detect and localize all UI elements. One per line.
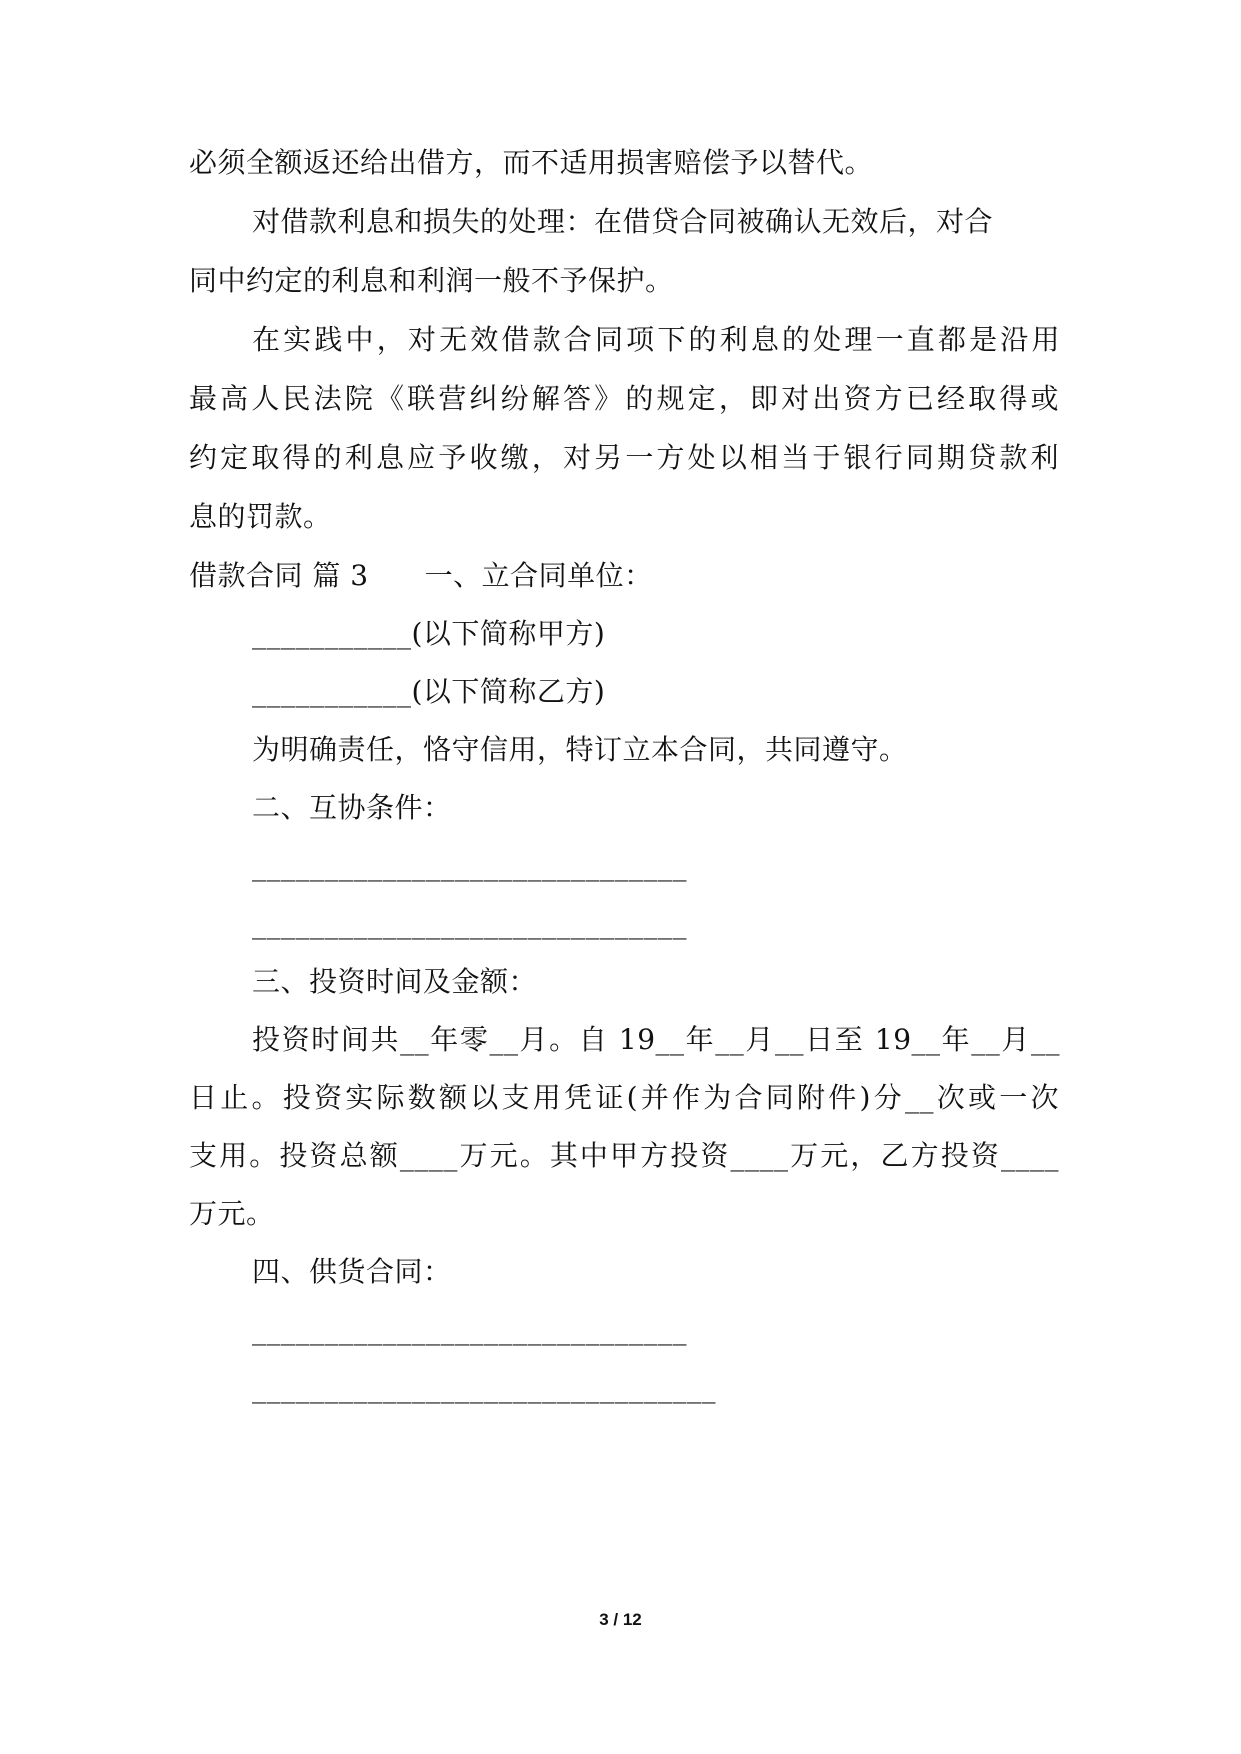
party-b-blank-line: ___________(以下简称乙方)	[252, 675, 606, 708]
clause-heading: 三、投资时间及金额：	[252, 965, 538, 998]
paragraph-line: 息的罚款。	[189, 500, 332, 533]
party-a-blank-line: ___________(以下简称甲方)	[252, 617, 606, 650]
paragraph-line: 投资时间共__年零__月。自 19__年__月__日至 19__年__月__	[252, 1023, 1060, 1056]
paragraph-line: 必须全额返还给出借方，而不适用损害赔偿予以替代。	[189, 146, 874, 179]
blank-line: ______________________________	[252, 907, 687, 940]
paragraph-line: 万元。	[189, 1197, 275, 1230]
page-number: 3 / 12	[599, 1610, 642, 1629]
paragraph-line: 同中约定的利息和利润一般不予保护。	[189, 264, 674, 297]
paragraph-line: 支用。投资总额____万元。其中甲方投资____万元，乙方投资____	[189, 1139, 1059, 1172]
section-title: 借款合同 篇 3	[189, 559, 369, 592]
blank-line: ______________________________	[252, 849, 687, 882]
blank-line: ________________________________	[252, 1371, 716, 1404]
paragraph-line: 对借款利息和损失的处理：在借贷合同被确认无效后，对合	[252, 205, 994, 238]
paragraph-line: 为明确责任，恪守信用，特订立本合同，共同遵守。	[252, 733, 908, 766]
blank-line: ______________________________	[252, 1313, 687, 1346]
paragraph-line: 约定取得的利息应予收缴，对另一方处以相当于银行同期贷款利	[189, 441, 1059, 474]
clause-heading: 二、互协条件：	[252, 791, 452, 824]
clause-heading: 四、供货合同：	[252, 1255, 452, 1288]
paragraph-line: 最高人民法院《联营纠纷解答》的规定，即对出资方已经取得或	[189, 382, 1059, 415]
section-first-clause: 一、立合同单位：	[424, 559, 653, 592]
paragraph-line: 在实践中，对无效借款合同项下的利息的处理一直都是沿用	[252, 323, 1060, 356]
section-heading	[189, 556, 1059, 596]
paragraph-line: 日止。投资实际数额以支用凭证(并作为合同附件)分__次或一次	[189, 1081, 1059, 1114]
